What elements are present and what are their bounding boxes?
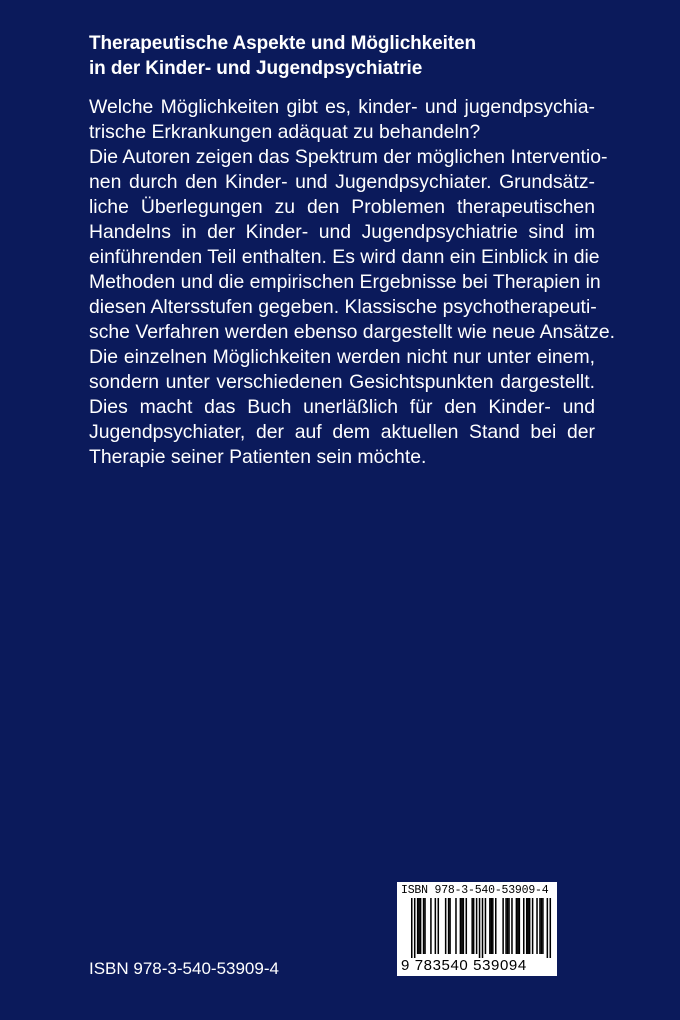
barcode-bar (491, 898, 493, 954)
barcode-bar (445, 898, 447, 954)
barcode-isbn-label: ISBN 978-3-540-53909-4 (401, 884, 549, 897)
barcode-bar (420, 898, 422, 954)
barcode-bar (479, 898, 481, 958)
barcode-bar (417, 898, 419, 954)
barcode-bar (539, 898, 541, 954)
description-line: Die Autoren zeigen das Spektrum der möglichen Interventio- (89, 146, 608, 168)
barcode-bar (438, 898, 440, 954)
barcode-bar (511, 898, 513, 954)
barcode-bar (536, 898, 538, 954)
description-line: trische Erkrankungen adäquat zu behandeln? (89, 121, 481, 143)
description-line: Methoden und die empirischen Ergebnisse bei Therapien in (89, 271, 601, 293)
barcode-bar (519, 898, 521, 954)
barcode-bar (463, 898, 465, 954)
barcode-bar (517, 898, 519, 954)
barcode-digits: 9 783540 539094 (401, 957, 527, 974)
title-line: Therapeutische Aspekte und Möglichkeiten (89, 33, 476, 54)
cover-title (89, 31, 569, 81)
barcode-bar (466, 898, 468, 954)
barcode-bar (542, 898, 544, 954)
barcode-bar (527, 898, 529, 954)
description-line: Die einzelnen Möglichkeiten werden nicht nur unter einem, (89, 346, 595, 368)
barcode-bar (471, 898, 473, 954)
barcode-bar (449, 898, 451, 954)
barcode-bar (495, 898, 497, 954)
barcode-bar (482, 898, 484, 958)
description-text (89, 95, 616, 470)
barcode-bar (532, 898, 534, 954)
barcode-bar (448, 898, 450, 954)
barcode-bar (455, 898, 457, 954)
barcode-bar (541, 898, 543, 954)
description-line: Welche Möglichkeiten gibt es, kinder- und jugendpsychia- (89, 96, 595, 118)
barcode-bar (505, 898, 507, 954)
barcode (397, 882, 557, 976)
description-line: sondern unter verschiedenen Gesichtspunkten dargestellt. (89, 371, 595, 393)
description-line: nen durch den Kinder- und Jugendpsychiater. Grundsätz- (89, 171, 595, 193)
barcode-bar (526, 898, 528, 954)
barcode-bar (414, 898, 416, 958)
description-line: Dies macht das Buch unerläßlich für den Kinder- und (89, 396, 595, 418)
barcode-bar (492, 898, 494, 954)
title-line: in der Kinder- und Jugendpsychiatrie (89, 58, 423, 79)
barcode-bar (423, 898, 425, 954)
barcode-bars (397, 898, 557, 958)
barcode-bar (460, 898, 462, 954)
barcode-bar (508, 898, 510, 954)
barcode-bar (507, 898, 509, 954)
barcode-bar (424, 898, 426, 954)
barcode-bar (418, 898, 420, 954)
barcode-bar (476, 898, 478, 954)
barcode-bar (516, 898, 518, 954)
barcode-bar (485, 898, 487, 954)
barcode-bar (461, 898, 463, 954)
description-line: liche Überlegungen zu den Problemen therapeutischen (89, 196, 595, 218)
description-line: Jugendpsychiater, der auf dem aktuellen Stand bei der (89, 421, 595, 443)
barcode-bar (489, 898, 491, 954)
description-line: einführenden Teil enthalten. Es wird dann ein Einblick in die (89, 246, 600, 268)
barcode-bar (550, 898, 552, 958)
barcode-bar (473, 898, 475, 954)
barcode-bar (411, 898, 413, 958)
isbn-label: ISBN 978-3-540-53909-4 (89, 959, 279, 978)
barcode-bar (547, 898, 549, 958)
barcode-bar (523, 898, 525, 954)
description-line: sche Verfahren werden ebenso dargestellt wie neue Ansätze. (89, 321, 616, 343)
description-line: Therapie seiner Patienten sein möchte. (89, 446, 427, 468)
description-line: diesen Altersstufen gegeben. Klassische psychotherapeuti- (89, 296, 597, 318)
barcode-bar (529, 898, 531, 954)
barcode-bar (430, 898, 432, 954)
barcode-bar (435, 898, 437, 954)
barcode-bar (502, 898, 504, 954)
description-line: Handelns in der Kinder- und Jugendpsychiatrie sind im (89, 221, 595, 243)
